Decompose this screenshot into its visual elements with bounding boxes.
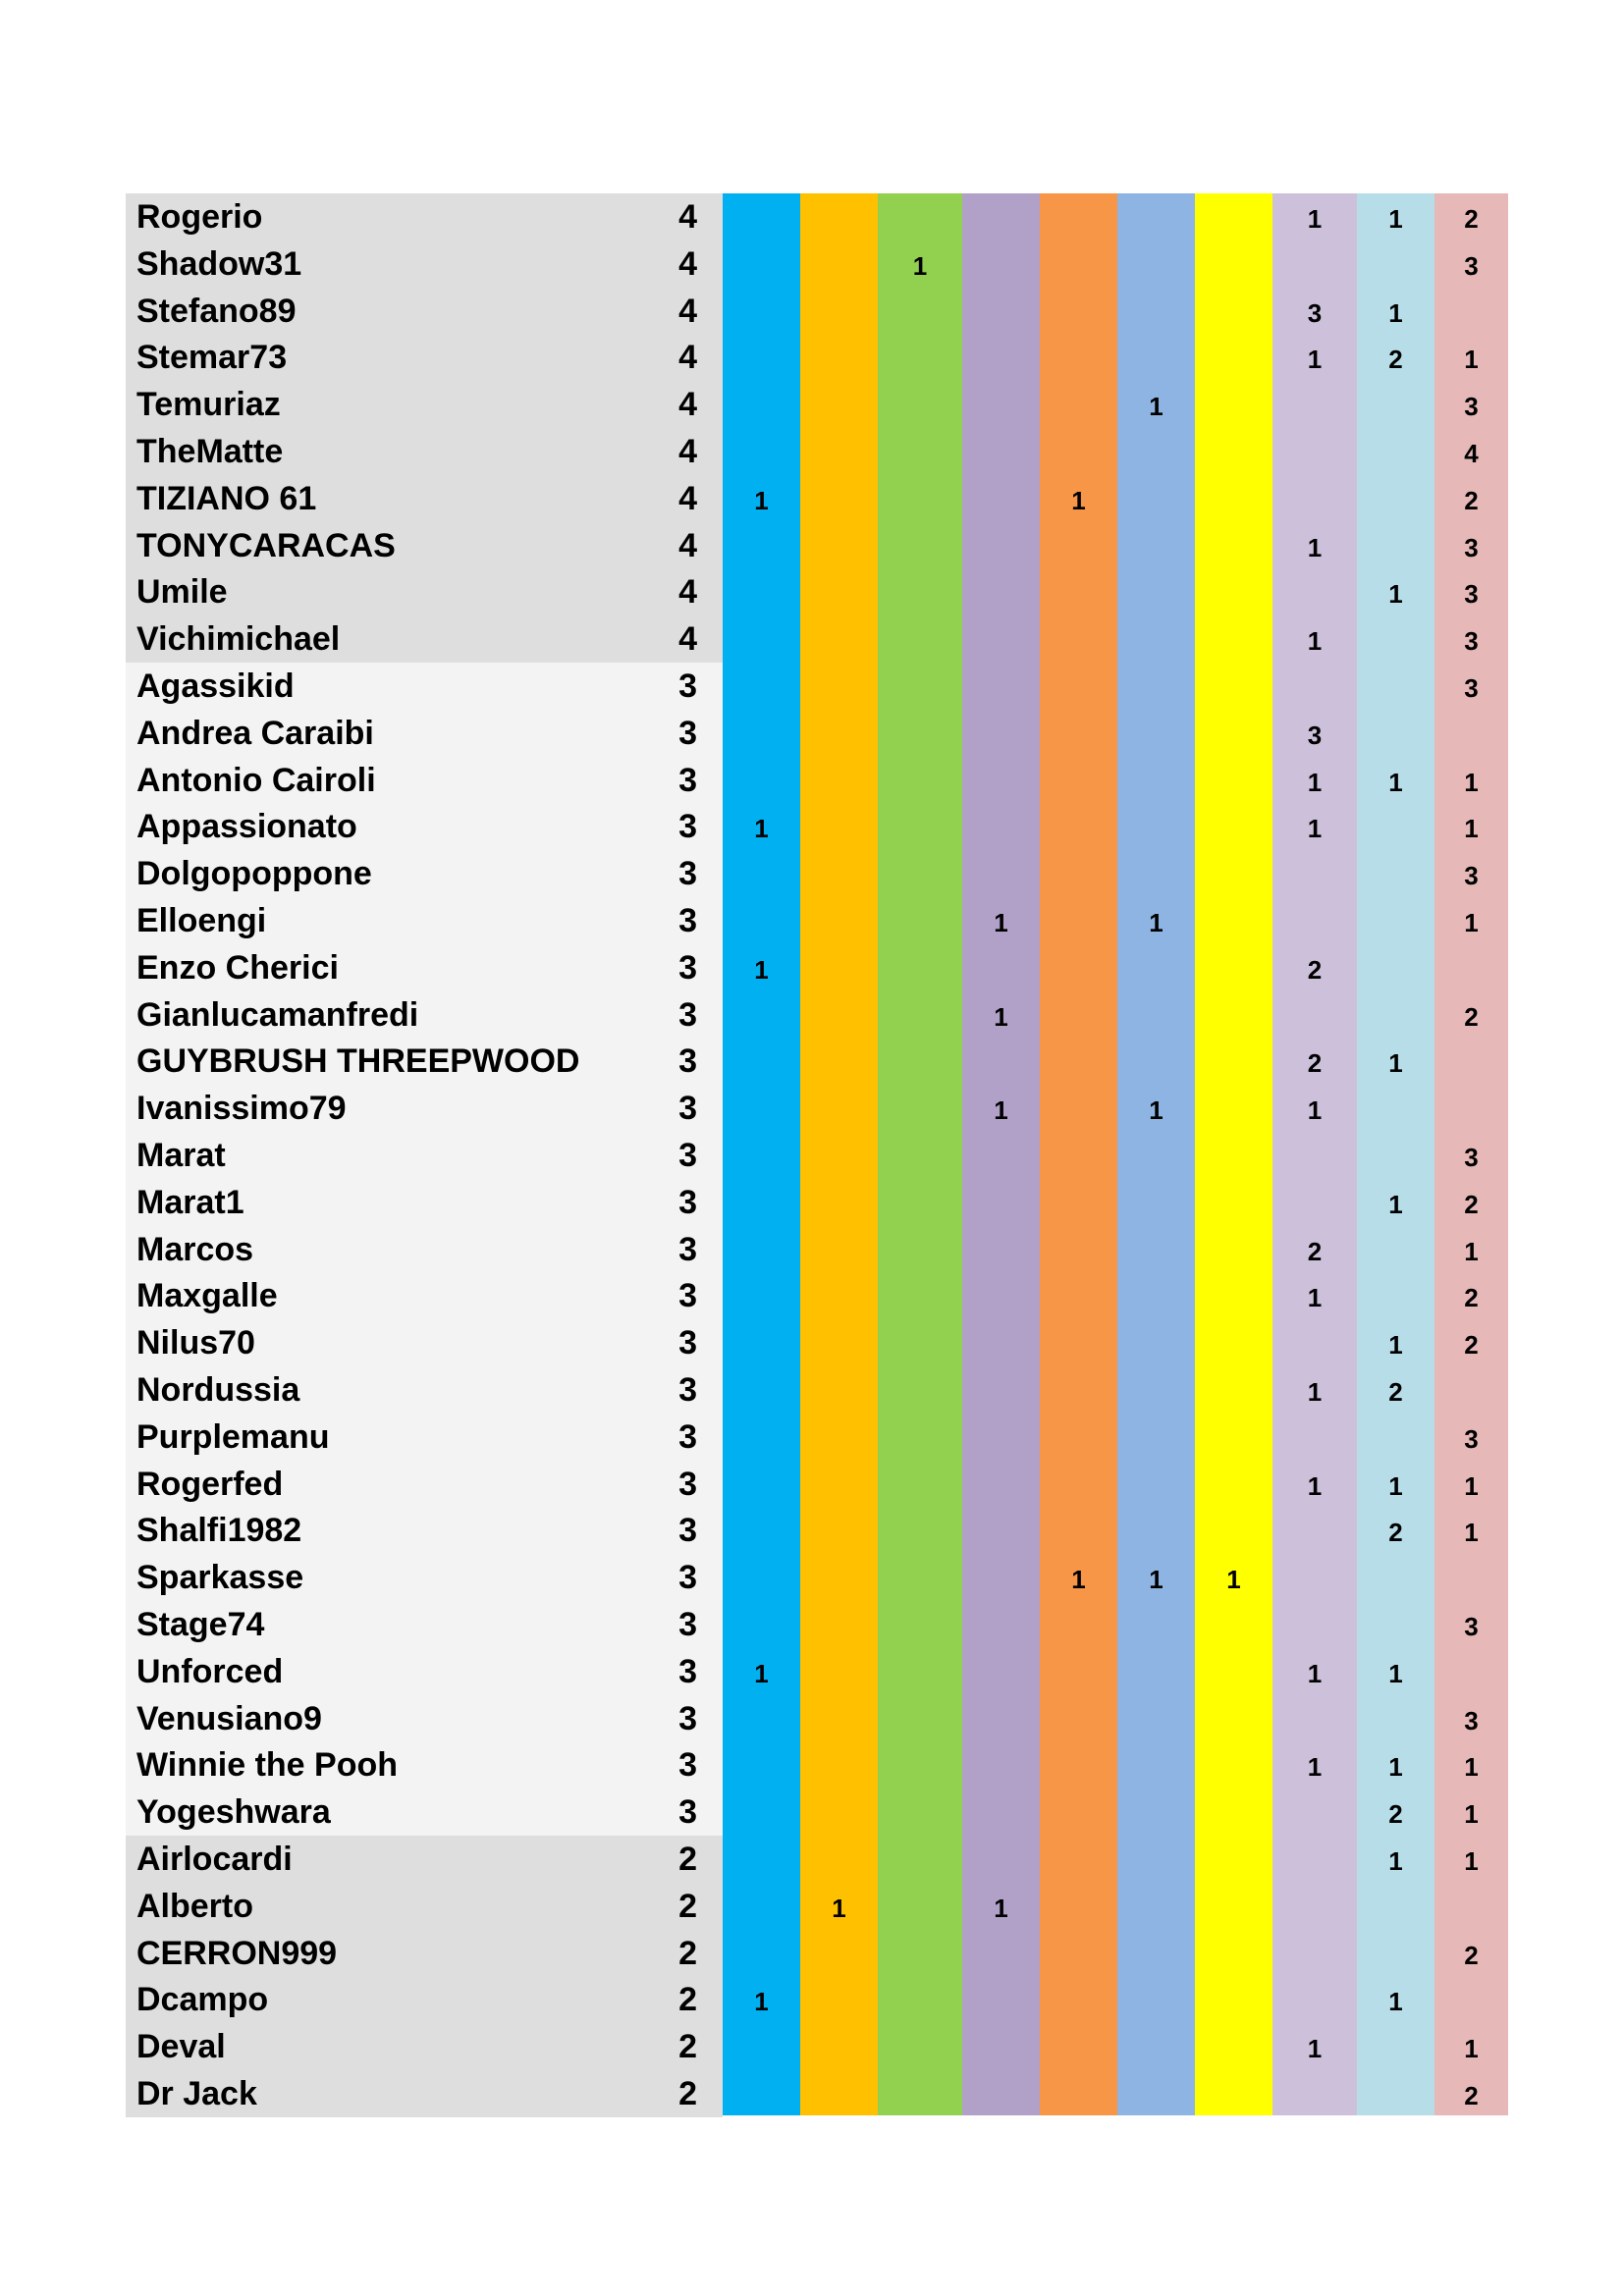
table-row — [126, 991, 1508, 1039]
table-row — [126, 1883, 1508, 1930]
player-total: 3 — [648, 1414, 723, 1461]
value-cell-col-8: 3 — [1307, 297, 1323, 328]
value-cell-col-10: 1 — [1464, 767, 1479, 797]
value-cell-col-9: 1 — [1388, 1846, 1403, 1876]
table-row — [126, 522, 1508, 569]
player-name: Gianlucamanfredi — [126, 991, 648, 1039]
player-total: 3 — [648, 1695, 723, 1742]
value-cell-col-8: 1 — [1307, 345, 1323, 375]
value-cell-col-10: 3 — [1464, 579, 1479, 610]
value-cell-col-10: 2 — [1464, 485, 1479, 515]
value-cell-col-8: 3 — [1307, 720, 1323, 750]
player-total: 4 — [648, 428, 723, 475]
player-total: 3 — [648, 757, 723, 804]
player-total: 3 — [648, 1132, 723, 1179]
value-cell-col-10: 1 — [1464, 1799, 1479, 1830]
table-row — [126, 615, 1508, 663]
table-row — [126, 193, 1508, 240]
player-name: Vichimichael — [126, 615, 648, 663]
player-name: Agassikid — [126, 663, 648, 710]
table-row — [126, 1695, 1508, 1742]
table-row — [126, 288, 1508, 335]
table-row — [126, 475, 1508, 522]
value-cell-col-10: 1 — [1464, 345, 1479, 375]
value-cell-col-6: 1 — [1149, 908, 1164, 937]
value-cell-col-9: 1 — [1388, 1987, 1403, 2017]
value-cell-col-8: 2 — [1307, 1236, 1323, 1266]
value-cell-col-10: 1 — [1464, 814, 1479, 844]
player-name: Antonio Cairoli — [126, 757, 648, 804]
table-row — [126, 1554, 1508, 1601]
player-name: Nordussia — [126, 1366, 648, 1414]
value-cell-col-8: 2 — [1307, 1048, 1323, 1079]
player-total: 3 — [648, 663, 723, 710]
value-cell-col-9: 2 — [1388, 345, 1403, 375]
value-cell-col-1: 1 — [754, 1987, 769, 2017]
value-cell-col-8: 1 — [1307, 1377, 1323, 1407]
player-total: 3 — [648, 1085, 723, 1132]
value-cell-col-6: 1 — [1149, 1565, 1164, 1595]
value-cell-col-8: 1 — [1307, 767, 1323, 797]
player-name: Marat1 — [126, 1179, 648, 1226]
value-cell-col-9: 1 — [1388, 579, 1403, 610]
table-row — [126, 1319, 1508, 1366]
table-row — [126, 850, 1508, 897]
table-row — [126, 897, 1508, 944]
value-cell-col-2: 1 — [832, 1893, 846, 1923]
table-row — [126, 1366, 1508, 1414]
player-total: 4 — [648, 240, 723, 288]
player-name: Shadow31 — [126, 240, 648, 288]
player-total: 3 — [648, 1038, 723, 1085]
value-cell-col-8: 1 — [1307, 1752, 1323, 1783]
value-cell-col-9: 2 — [1388, 1377, 1403, 1407]
value-cell-col-10: 1 — [1464, 2034, 1479, 2064]
player-total: 3 — [648, 1179, 723, 1226]
value-cell-col-5: 1 — [1071, 1565, 1086, 1595]
table-row — [126, 710, 1508, 757]
table-row — [126, 2023, 1508, 2070]
value-cell-col-10: 3 — [1464, 861, 1479, 891]
value-cell-col-8: 1 — [1307, 1658, 1323, 1688]
player-name: Marat — [126, 1132, 648, 1179]
player-name: Umile — [126, 568, 648, 615]
value-cell-col-9: 1 — [1388, 1470, 1403, 1501]
value-cell-col-9: 1 — [1388, 1752, 1403, 1783]
value-cell-col-5: 1 — [1071, 485, 1086, 515]
player-total: 3 — [648, 1601, 723, 1648]
table-row — [126, 1272, 1508, 1319]
player-total: 3 — [648, 1789, 723, 1836]
player-total: 3 — [648, 991, 723, 1039]
value-cell-col-10: 1 — [1464, 1518, 1479, 1548]
table-row — [126, 1741, 1508, 1789]
value-cell-col-6: 1 — [1149, 392, 1164, 422]
table-row — [126, 334, 1508, 381]
value-cell-col-8: 1 — [1307, 2034, 1323, 2064]
player-name: Elloengi — [126, 897, 648, 944]
value-cell-col-4: 1 — [994, 1095, 1008, 1126]
table-row — [126, 1085, 1508, 1132]
value-cell-col-10: 3 — [1464, 673, 1479, 703]
value-cell-col-9: 1 — [1388, 767, 1403, 797]
value-cell-col-8: 1 — [1307, 1283, 1323, 1313]
table-row — [126, 1132, 1508, 1179]
player-total: 3 — [648, 850, 723, 897]
value-cell-col-10: 3 — [1464, 1143, 1479, 1172]
player-total: 3 — [648, 1554, 723, 1601]
player-total: 2 — [648, 1836, 723, 1883]
value-cell-col-9: 1 — [1388, 204, 1403, 234]
value-cell-col-4: 1 — [994, 1893, 1008, 1923]
table-row — [126, 1226, 1508, 1273]
player-total: 3 — [648, 944, 723, 991]
player-name: Stefano89 — [126, 288, 648, 335]
player-total: 2 — [648, 2023, 723, 2070]
player-total: 3 — [648, 1648, 723, 1695]
value-cell-col-10: 3 — [1464, 250, 1479, 281]
table-row — [126, 1507, 1508, 1554]
value-cell-col-10: 1 — [1464, 1236, 1479, 1266]
table-row — [126, 663, 1508, 710]
player-total: 2 — [648, 1930, 723, 1977]
player-name: Rogerio — [126, 193, 648, 240]
player-name: Yogeshwara — [126, 1789, 648, 1836]
value-cell-col-10: 3 — [1464, 532, 1479, 562]
player-name: Stemar73 — [126, 334, 648, 381]
table-row — [126, 1836, 1508, 1883]
player-total: 3 — [648, 1741, 723, 1789]
player-total: 3 — [648, 897, 723, 944]
player-name: Sparkasse — [126, 1554, 648, 1601]
value-cell-col-10: 3 — [1464, 1705, 1479, 1735]
value-cell-col-3: 1 — [912, 250, 928, 281]
player-name: Winnie the Pooh — [126, 1741, 648, 1789]
value-cell-col-10: 2 — [1464, 1001, 1479, 1032]
table-row — [126, 1414, 1508, 1461]
value-cell-col-8: 1 — [1307, 1470, 1323, 1501]
value-cell-col-10: 2 — [1464, 1283, 1479, 1313]
player-total: 4 — [648, 475, 723, 522]
value-cell-col-9: 1 — [1388, 1658, 1403, 1688]
player-total: 4 — [648, 288, 723, 335]
player-name: Stage74 — [126, 1601, 648, 1648]
player-total: 3 — [648, 1226, 723, 1273]
player-name: Appassionato — [126, 803, 648, 850]
player-name: CERRON999 — [126, 1930, 648, 1977]
player-name: TONYCARACAS — [126, 522, 648, 569]
value-cell-col-1: 1 — [754, 814, 769, 844]
ranking-table — [126, 193, 1508, 2115]
value-cell-col-8: 1 — [1307, 204, 1323, 234]
player-total: 4 — [648, 381, 723, 428]
value-cell-col-9: 2 — [1388, 1799, 1403, 1830]
value-cell-col-8: 1 — [1307, 626, 1323, 657]
value-cell-col-4: 1 — [994, 1001, 1008, 1032]
value-cell-col-1: 1 — [754, 1658, 769, 1688]
player-name: Maxgalle — [126, 1272, 648, 1319]
player-name: TheMatte — [126, 428, 648, 475]
value-cell-col-10: 2 — [1464, 2081, 1479, 2110]
value-cell-col-8: 1 — [1307, 532, 1323, 562]
player-total: 4 — [648, 568, 723, 615]
player-name: Rogerfed — [126, 1461, 648, 1508]
value-cell-col-10: 3 — [1464, 1612, 1479, 1641]
value-cell-col-10: 2 — [1464, 1330, 1479, 1361]
value-cell-col-1: 1 — [754, 954, 769, 985]
player-name: Enzo Cherici — [126, 944, 648, 991]
table-row — [126, 1461, 1508, 1508]
player-total: 3 — [648, 1507, 723, 1554]
player-total: 4 — [648, 522, 723, 569]
player-total: 3 — [648, 1461, 723, 1508]
player-name: Purplemanu — [126, 1414, 648, 1461]
player-name: Andrea Caraibi — [126, 710, 648, 757]
table-row — [126, 1789, 1508, 1836]
value-cell-col-10: 3 — [1464, 626, 1479, 657]
player-total: 3 — [648, 1366, 723, 1414]
player-total: 3 — [648, 803, 723, 850]
table-row — [126, 1179, 1508, 1226]
player-name: Venusiano9 — [126, 1695, 648, 1742]
value-cell-col-10: 3 — [1464, 1423, 1479, 1454]
player-name: GUYBRUSH THREEPWOOD — [126, 1038, 648, 1085]
value-cell-col-6: 1 — [1149, 1095, 1164, 1126]
table-row — [126, 803, 1508, 850]
table-row — [126, 2070, 1508, 2117]
player-name: Dolgopoppone — [126, 850, 648, 897]
value-cell-col-4: 1 — [994, 908, 1008, 937]
value-cell-col-10: 1 — [1464, 1470, 1479, 1501]
player-total: 4 — [648, 334, 723, 381]
player-name: Ivanissimo79 — [126, 1085, 648, 1132]
player-total: 3 — [648, 1319, 723, 1366]
player-total: 4 — [648, 193, 723, 240]
table-row — [126, 568, 1508, 615]
value-cell-col-10: 2 — [1464, 1189, 1479, 1219]
value-cell-col-10: 1 — [1464, 1752, 1479, 1783]
player-name: Alberto — [126, 1883, 648, 1930]
player-name: Nilus70 — [126, 1319, 648, 1366]
value-cell-col-9: 1 — [1388, 1189, 1403, 1219]
player-total: 2 — [648, 1883, 723, 1930]
player-total: 2 — [648, 2070, 723, 2117]
value-cell-col-10: 2 — [1464, 1940, 1479, 1970]
value-cell-col-9: 1 — [1388, 1330, 1403, 1361]
table-row — [126, 944, 1508, 991]
value-cell-col-10: 1 — [1464, 1846, 1479, 1876]
value-cell-col-9: 2 — [1388, 1518, 1403, 1548]
table-row — [126, 428, 1508, 475]
player-name: Marcos — [126, 1226, 648, 1273]
table-row — [126, 757, 1508, 804]
player-total: 2 — [648, 1976, 723, 2023]
table-row — [126, 1648, 1508, 1695]
value-cell-col-7: 1 — [1226, 1565, 1241, 1595]
value-cell-col-10: 3 — [1464, 392, 1479, 422]
player-name: Deval — [126, 2023, 648, 2070]
player-name: Dr Jack — [126, 2070, 648, 2117]
player-name: Dcampo — [126, 1976, 648, 2023]
value-cell-col-8: 2 — [1307, 954, 1323, 985]
player-name: Temuriaz — [126, 381, 648, 428]
table-row — [126, 240, 1508, 288]
value-cell-col-8: 1 — [1307, 814, 1323, 844]
player-name: Shalfi1982 — [126, 1507, 648, 1554]
value-cell-col-9: 1 — [1388, 1048, 1403, 1079]
table-row — [126, 1976, 1508, 2023]
player-name: Unforced — [126, 1648, 648, 1695]
value-cell-col-10: 1 — [1464, 908, 1479, 937]
table-row — [126, 1038, 1508, 1085]
value-cell-col-1: 1 — [754, 485, 769, 515]
player-total: 3 — [648, 1272, 723, 1319]
value-cell-col-9: 1 — [1388, 297, 1403, 328]
value-cell-col-10: 2 — [1464, 204, 1479, 234]
table-row — [126, 1601, 1508, 1648]
table-row — [126, 381, 1508, 428]
table-row — [126, 1930, 1508, 1977]
value-cell-col-10: 4 — [1464, 439, 1479, 468]
player-total: 3 — [648, 710, 723, 757]
player-name: Airlocardi — [126, 1836, 648, 1883]
player-name: TIZIANO 61 — [126, 475, 648, 522]
player-total: 4 — [648, 615, 723, 663]
value-cell-col-8: 1 — [1307, 1095, 1323, 1126]
